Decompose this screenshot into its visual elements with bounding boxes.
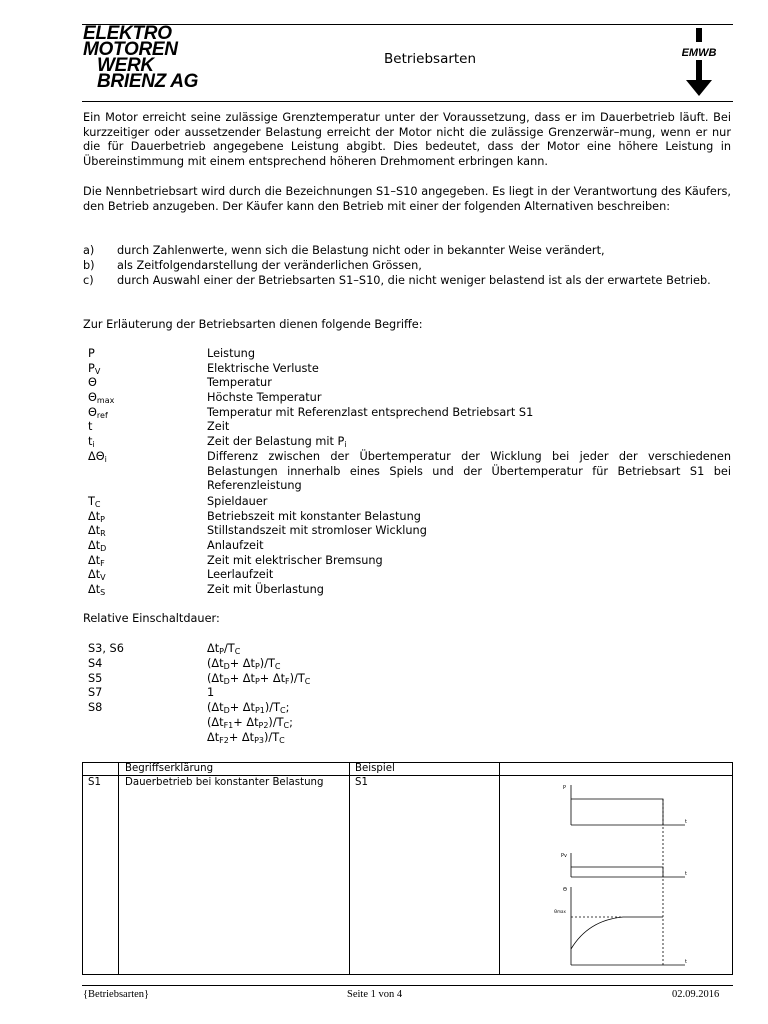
footer-rule <box>82 985 733 986</box>
term-definition: Leistung <box>207 347 255 360</box>
duty-mode: S3, S6 <box>88 642 124 655</box>
term-definition: Spieldauer <box>207 495 268 508</box>
term-definition: Anlaufzeit <box>207 539 264 552</box>
list-marker: c) <box>83 274 94 287</box>
theta-max-label: Θmax <box>554 909 566 914</box>
table-header-rule <box>83 775 732 776</box>
term-definition: Elektrische Verluste <box>207 362 319 375</box>
emwb-logo-icon <box>682 28 716 98</box>
p-label: P <box>563 785 567 791</box>
duty-formula: 1 <box>207 686 215 699</box>
term-symbol: $\Delta t_F$ <box>88 554 105 568</box>
table-cell-description: Dauerbetrieb bei konstanter Belastung <box>125 777 324 788</box>
logo-line-1: ELEKTRO <box>83 23 172 44</box>
duty-mode: S4 <box>88 657 103 670</box>
header-top-rule <box>82 24 733 25</box>
footer-date: 02.09.2016 <box>672 989 720 1000</box>
table-cell-example: S1 <box>355 777 368 788</box>
term-symbol: $\Delta t_S$ <box>88 583 106 597</box>
terms-heading: Zur Erläuterung der Betriebsarten dienen folgende Begriffe: <box>83 318 423 331</box>
duty-formula: $(\Delta t_D+ \Delta t_P+ \Delta t_F)/T_C$ <box>207 672 311 686</box>
term-symbol: $T_C$ <box>88 495 101 509</box>
pv-curve <box>571 867 663 877</box>
term-symbol: Θ <box>88 376 97 389</box>
logo-line-2: MOTOREN <box>83 39 178 60</box>
duty-table <box>82 762 733 975</box>
table-header-example: Beispiel <box>355 763 395 774</box>
term-definition: Zeit mit elektrischer Bremsung <box>207 554 383 567</box>
term-definition: Leerlaufzeit <box>207 568 274 581</box>
term-symbol: $\Delta t_D$ <box>88 539 107 553</box>
list-marker: a) <box>83 244 95 257</box>
table-divider <box>349 763 350 974</box>
list-marker: b) <box>83 259 95 272</box>
theta-label: Θ <box>563 887 567 893</box>
t-label: t <box>685 819 687 825</box>
list-item: durch Zahlenwerte, wenn sich die Belastung nicht oder in bekannter Weise verändert, <box>117 244 605 257</box>
term-symbol: $\Delta t_V$ <box>88 568 106 582</box>
term-symbol: $P_V$ <box>88 362 101 376</box>
relative-duty-heading: Relative Einschaltdauer: <box>83 612 220 625</box>
s1-diagram <box>553 779 693 971</box>
table-header-description: Begriffserklärung <box>125 763 214 774</box>
intro-paragraph-2: Die Nennbetriebsart wird durch die Bezeichnungen S1–S10 angegeben. Es liegt in der Verantwortung des Käufers, den Betrieb anzugeben. Der Käufer kann den Betrieb mit einer der folgenden Alternativen beschreiben: <box>83 185 731 213</box>
term-symbol: $\Delta t_R$ <box>88 524 106 538</box>
list-item: als Zeitfolgendarstellung der veränderlichen Grössen, <box>117 259 422 272</box>
term-symbol: $\Theta_{ref}$ <box>88 406 108 420</box>
term-symbol: $\Delta t_P$ <box>88 510 105 524</box>
footer-document-name: {Betriebsarten} <box>83 989 150 1000</box>
duty-mode: S8 <box>88 701 103 714</box>
term-definition: Zeit der Belastung mit $P_i$ <box>207 435 347 449</box>
duty-formula: $(\Delta t_D+ \Delta t_P)/T_C$ <box>207 657 281 671</box>
term-definition: Zeit <box>207 420 230 433</box>
theta-curve <box>571 917 663 949</box>
term-definition: Temperatur <box>207 376 272 389</box>
p-curve <box>571 799 663 825</box>
duty-mode: S5 <box>88 672 103 685</box>
pv-label: Pv <box>561 853 567 859</box>
footer-page-number: Seite 1 von 4 <box>347 989 403 1000</box>
document-title: Betriebsarten <box>384 51 477 67</box>
term-definition: Zeit mit Überlastung <box>207 583 324 596</box>
term-symbol: t <box>88 420 93 433</box>
term-symbol: P <box>88 347 95 360</box>
t-label: t <box>685 959 687 965</box>
list-item: durch Auswahl einer der Betriebsarten S1–S10, die nicht weniger belastend ist als der erwartete Betrieb. <box>117 274 711 287</box>
logo-line-3: WERK <box>97 55 154 76</box>
table-cell-mode: S1 <box>88 777 101 788</box>
intro-paragraph-1: Ein Motor erreicht seine zulässige Grenztemperatur unter der Voraussetzung, dass er im Dauerbetrieb läuft. Bei kurzzeitiger oder aussetzender Belastung erreicht der Motor nicht die zulässige Grenzerwär–mung, wenn er nur die für Dauerbetrieb angegebene Leistung abgibt. Dies bedeutet, dass der Motor eine höhere Leistung in Übereinstimmung mit einem entsprechend höheren Drehmoment erbringen kann. <box>83 111 731 168</box>
term-definition: Höchste Temperatur <box>207 391 322 404</box>
term-definition: Betriebszeit mit konstanter Belastung <box>207 510 421 523</box>
term-definition: Stillstandszeit mit stromloser Wicklung <box>207 524 427 537</box>
duty-formula: $\Delta t_{F2}+ \Delta t_{P3})/T_C$ <box>207 731 285 745</box>
table-divider <box>499 763 500 974</box>
company-logo <box>83 23 199 92</box>
term-symbol: $\Theta_{max}$ <box>88 391 115 405</box>
emwb-logo-text: EMWB <box>682 47 716 59</box>
header-bottom-rule <box>82 101 733 102</box>
duty-mode: S7 <box>88 686 103 699</box>
table-divider <box>118 763 119 974</box>
duty-formula: $(\Delta t_D+ \Delta t_{P1})/T_C$; <box>207 701 290 715</box>
duty-formula: $(\Delta t_{F1}+ \Delta t_{P2})/T_C$; <box>207 716 293 730</box>
term-symbol: $t_i$ <box>88 435 95 449</box>
logo-line-4: BRIENZ AG <box>97 71 199 92</box>
term-symbol: $\Delta\Theta_i$ <box>88 450 107 464</box>
term-definition: Differenz zwischen der Übertemperatur der Wicklung bei jeder der verschiedenen Belastungen innerhalb eines Spiels und der Übertemperatur für Betriebsart S1 bei Referenzleistung <box>207 450 731 493</box>
term-definition: Temperatur mit Referenzlast entsprechend Betriebsart S1 <box>207 406 534 419</box>
duty-formula: $\Delta t_P/T_C$ <box>207 642 241 656</box>
t-label: t <box>685 871 687 877</box>
